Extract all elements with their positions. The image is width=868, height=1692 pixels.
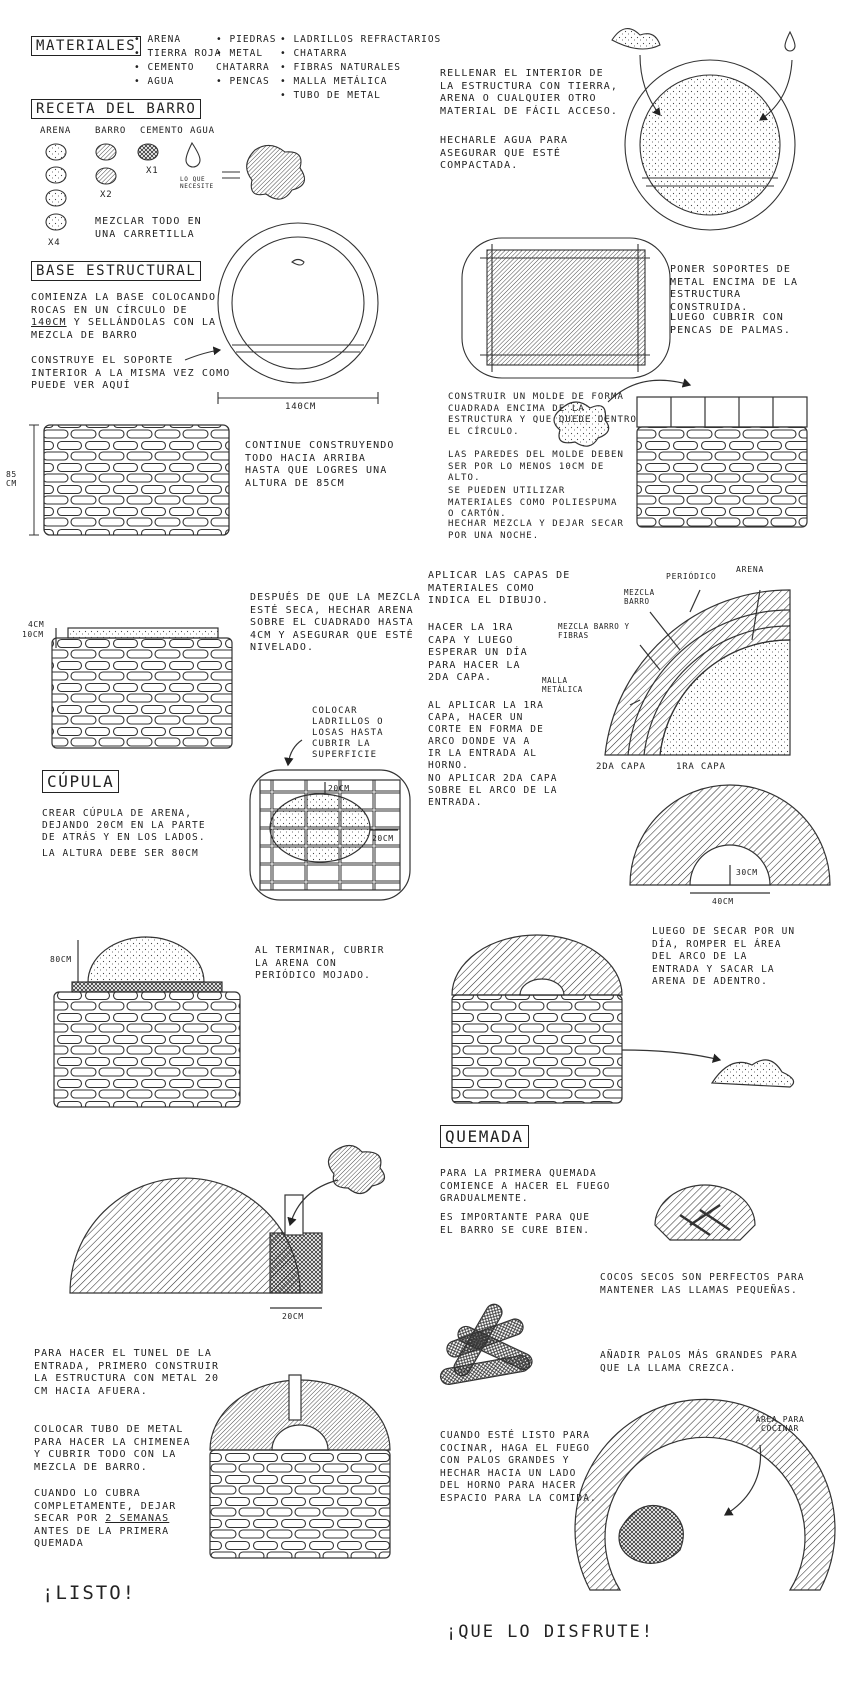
material-item: • TUBO DE METAL — [280, 90, 381, 101]
dim-85-line — [29, 425, 39, 535]
material-item: • FIBRAS NATURALES — [280, 62, 401, 73]
soportes-text1: PONER SOPORTES DE METAL ENCIMA DE LA ESTRUCTURA CONSTRUIDA. — [670, 264, 799, 313]
tunel-text3-post: ANTES DE LA PRIMERA QUEMADA — [34, 1525, 170, 1549]
capas-text3: AL APLICAR LA 1RA CAPA, HACER UN CORTE EN FORMA DE ARCO DONDE VA A IR LA ENTRADA AL HORNO. — [428, 700, 544, 771]
quemada-area: ÁREA PARA COCINAR — [755, 1415, 805, 1433]
tunel-text2: COLOCAR TUBO DE METAL PARA HACER LA CHIMENEA Y CUBRIR TODO CON LA MEZCLA DE BARRO. — [34, 1424, 191, 1473]
base-text1-post: Y SELLÁNDOLAS CON LA MEZCLA DE BARRO — [31, 317, 217, 341]
cupula-plan — [250, 740, 410, 900]
receta-x1: X1 — [146, 166, 159, 176]
disfrute-text: ¡QUE LO DISFRUTE! — [446, 1622, 654, 1642]
arena-sobre-text: DESPUÉS DE QUE LA MEZCLA ESTÉ SECA, HECHAR ARENA SOBRE EL CUADRADO HASTA 4CM Y ASEGURAR QUE ESTÉ NIVELADO. — [250, 592, 421, 653]
lbl-malla: MALLA METÁLICA — [542, 676, 583, 694]
molde-text3: SE PUEDEN UTILIZAR MATERIALES COMO POLIESPUMA O CARTÓN. — [448, 486, 618, 519]
base-text2: CONSTRUYE EL SOPORTE INTERIOR A LA MISMA VEZ COMO PUEDE VER AQUÍ — [31, 355, 231, 391]
base-text1 — [31, 292, 221, 342]
materiales-col3 — [280, 33, 441, 103]
relleno-text1: RELLENAR EL INTERIOR DE LA ESTRUCTURA CON TIERRA, ARENA O CUALQUIER OTRO MATERIAL DE FÁCIL ACCESO. — [440, 68, 619, 117]
dim-10cm: 10CM — [22, 630, 44, 639]
capas-text2: HACER LA 1RA CAPA Y LUEGO ESPERAR UN DÍA PARA HACER LA 2DA CAPA. — [428, 622, 528, 683]
listo-text: ¡LISTO! — [42, 1582, 137, 1604]
material-item: • LADRILLOS REFRACTARIOS — [280, 34, 442, 45]
quemada-text2: ES IMPORTANTE PARA QUE EL BARRO SE CURE BIEN. — [440, 1212, 591, 1236]
receta-agua-note: LO QUE NECESITE — [180, 176, 214, 190]
receta-header-cemento: CEMENTO — [140, 126, 184, 136]
materiales-title: MATERIALES — [31, 36, 141, 56]
lbl-1ra-capa: 1RA CAPA — [676, 762, 726, 772]
molde-text4: HECHAR MEZCLA Y DEJAR SECAR POR UNA NOCHE. — [448, 519, 624, 541]
receta-mix: MEZCLAR TODO EN UNA CARRETILLA — [95, 216, 202, 240]
receta-header-agua: AGUA — [190, 126, 215, 136]
material-item: • METAL — [216, 48, 264, 59]
materiales-col2 — [216, 33, 276, 89]
base-text1-pre: COMIENZA LA BASE COLOCANDO ROCAS EN UN CÍRCULO DE — [31, 292, 217, 316]
soportes-text2: LUEGO CUBRIR CON PENCAS DE PALMAS. — [670, 312, 792, 336]
tunel-dim20: 20CM — [282, 1312, 304, 1321]
quemada-text1: PARA LA PRIMERA QUEMADA COMIENCE A HACER EL FUEGO GRADUALMENTE. — [440, 1168, 611, 1204]
dim-20a: 20CM — [328, 784, 350, 793]
molde-text2: LAS PAREDES DEL MOLDE DEBEN SER POR LO MENOS 10CM DE ALTO. — [448, 450, 624, 483]
quemada-cocinar: CUANDO ESTÉ LISTO PARA COCINAR, HAGA EL FUEGO CON PALOS GRANDES Y HECHAR HACIA UN LADO DEL HORNO PARA HACER ESPACIO PARA LA COMIDA. — [440, 1430, 597, 1504]
material-item: • PENCAS — [216, 76, 270, 87]
dome-tunnel — [70, 1145, 385, 1308]
quemada-cocos: COCOS SECOS SON PERFECTOS PARA MANTENER LAS LLAMAS PEQUEÑAS. — [600, 1272, 805, 1296]
lbl-periodico: PERIÓDICO — [666, 572, 717, 581]
capas-text1: APLICAR LAS CAPAS DE MATERIALES COMO INDICA EL DIBUJO. — [428, 570, 571, 606]
cupula-terminar: AL TERMINAR, CUBRIR LA ARENA CON PERIÓDICO MOJADO. — [255, 945, 385, 981]
dim-140: 140CM — [285, 402, 317, 412]
quemada-palos: AÑADIR PALOS MÁS GRANDES PARA QUE LA LLAMA CREZCA. — [600, 1350, 798, 1374]
cupula-text1: CREAR CÚPULA DE ARENA, DEJANDO 20CM EN LA PARTE DE ATRÁS Y EN LOS LADOS. — [42, 808, 206, 843]
tunel-text3-pre: CUANDO LO CUBRA COMPLETAMENTE, DEJAR SECAR POR — [34, 1488, 177, 1524]
lbl-mezcla-fibras: MEZCLA BARRO Y FIBRAS — [558, 622, 630, 640]
capas-text4: NO APLICAR 2DA CAPA SOBRE EL ARCO DE LA ENTRADA. — [428, 773, 558, 808]
relleno-plan — [612, 29, 795, 230]
tunel-text3-em: 2 SEMANAS — [105, 1513, 170, 1524]
receta-x4: X4 — [48, 238, 61, 248]
material-item: • PIEDRAS — [216, 34, 277, 45]
cupula-title: CÚPULA — [42, 770, 119, 793]
capas-section — [605, 590, 790, 755]
material-item: • MALLA METÁLICA — [280, 76, 388, 87]
molde-text1: CONSTRUIR UN MOLDE DE FORMA CUADRADA ENCIMA DE LA ESTRUCTURA Y QUE QUEDE DENTRO EL CÍRCULO. — [448, 392, 638, 437]
material-item: • AGUA — [134, 76, 175, 87]
final-oven — [210, 1375, 390, 1558]
lbl-arena: ARENA — [736, 565, 765, 574]
materiales-col1 — [134, 33, 221, 89]
material-item: • TIERRA ROJA — [134, 48, 222, 59]
quemada-dome — [655, 1185, 755, 1240]
dim-85: 85 CM — [6, 470, 17, 488]
lbl-2da-capa: 2DA CAPA — [596, 762, 646, 772]
arch-entrance — [630, 785, 830, 893]
receta-header-arena: ARENA — [40, 126, 72, 136]
relleno-text2: HECHARLE AGUA PARA ASEGURAR QUE ESTÉ COMPACTADA. — [440, 135, 569, 171]
cupula-text2: LA ALTURA DEBE SER 80CM — [42, 848, 199, 859]
receta-title: RECETA DEL BARRO — [31, 99, 201, 119]
material-item: • CEMENTO — [134, 62, 195, 73]
material-item: • CHATARRA — [280, 48, 348, 59]
lbl-mezcla-barro: MEZCLA BARRO — [624, 588, 655, 606]
base-text3: CONTINUE CONSTRUYENDO TODO HACIA ARRIBA HASTA QUE LOGRES UNA ALTURA DE 85CM — [245, 440, 395, 489]
dim-80: 80CM — [50, 955, 72, 964]
base-text1-em: 140CM — [31, 317, 67, 328]
dim-4cm: 4CM — [28, 620, 45, 629]
dim-40: 40CM — [712, 897, 734, 906]
soportes-metal — [462, 238, 670, 378]
arena-sobre-wall — [52, 628, 232, 748]
dim-20b: 20CM — [372, 834, 394, 843]
receta-header-barro: BARRO — [95, 126, 127, 136]
tunel-text3 — [34, 1488, 194, 1551]
dome-wall — [54, 937, 240, 1107]
base-title: BASE ESTRUCTURAL — [31, 261, 201, 281]
cupula-secar: LUEGO DE SECAR POR UN DÍA, ROMPER EL ÁREA DEL ARCO DE LA ENTRADA Y SACAR LA ARENA DE ADENTRO. — [652, 926, 796, 987]
quemada-title: QUEMADA — [440, 1125, 529, 1148]
stone-wall-1 — [44, 425, 229, 535]
dim-30: 30CM — [736, 868, 758, 877]
cupula-ladrillos: COLOCAR LADRILLOS O LOSAS HASTA CUBRIR LA SUPERFICIE — [312, 706, 384, 760]
logs-fire — [439, 1301, 534, 1385]
receta-x2: X2 — [100, 190, 113, 200]
material-item: CHATARRA — [216, 62, 270, 73]
material-item: • ARENA — [134, 34, 182, 45]
tunel-text1: PARA HACER EL TUNEL DE LA ENTRADA, PRIMERO CONSTRUIR LA ESTRUCTURA CON METAL 20 CM HACIA AFUERA. — [34, 1348, 220, 1397]
